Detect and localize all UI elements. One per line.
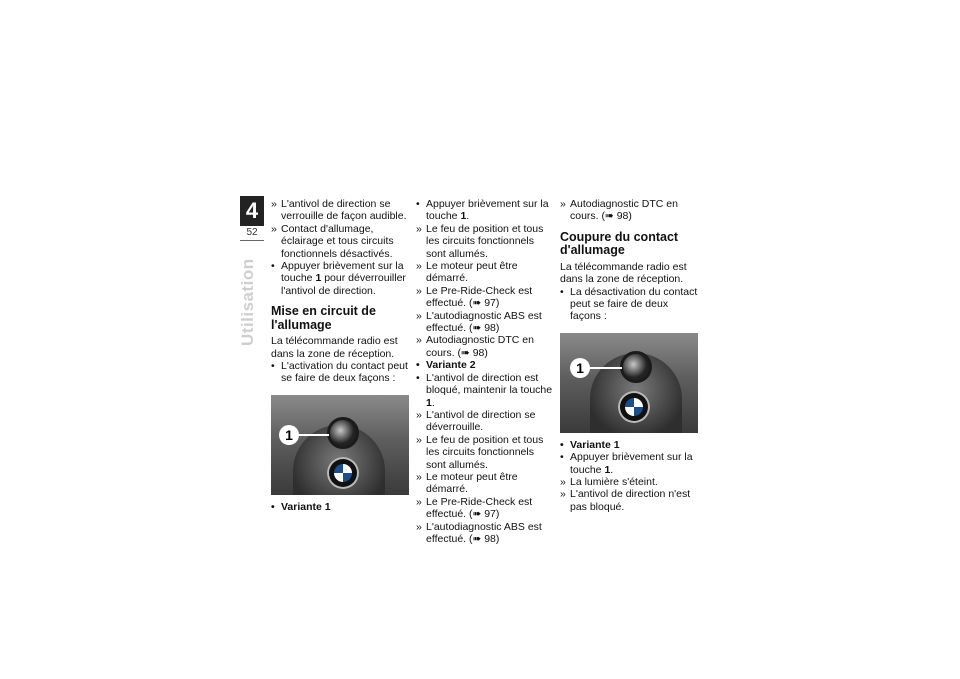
list-item: » Autodiagnostic DTC en cours. (➠ 98)	[416, 334, 534, 359]
list-item: » L'antivol de direction n'est pas bloqué.	[560, 488, 691, 513]
ignition-button-photo	[271, 395, 409, 495]
list-item: » Le feu de position et tous les circuits fonctionnels sont allumés.	[416, 222, 544, 260]
section-heading: Mise en circuit de l'allumage	[271, 304, 376, 332]
column-3	[560, 198, 698, 513]
callout-label: 1	[570, 358, 590, 378]
list-item: » Autodiagnostic DTC en cours. (➠ 98)	[560, 198, 678, 223]
list-item: » Contact d'allumage, éclairage et tous circuits fonctionnels désactivés.	[271, 222, 394, 260]
callout-label: 1	[279, 425, 299, 445]
list-item: » Le Pre-Ride-Check est effectué. (➠ 97)	[416, 284, 533, 310]
section-heading: Coupure du contact d'allumage	[560, 229, 679, 258]
list-item: » L'antivol de direction se déverrouille.	[416, 408, 536, 434]
list-item: » L'autodiagnostic ABS est effectué. (➠ 98)	[416, 309, 542, 335]
list-item: » La lumière s'éteint.	[560, 476, 658, 489]
column-1	[271, 198, 409, 513]
list-item: » L'autodiagnostic ABS est effectué. (➠ 98)	[416, 520, 542, 545]
list-item: » Le moteur peut être démarré.	[416, 260, 518, 285]
list-item: • L'antivol de direction est bloqué, maintenir la touche 1.	[416, 371, 553, 409]
list-item: • La désactivation du contact peut se faire de deux façons :	[560, 285, 698, 323]
variant-label: • Variante 2	[416, 359, 476, 372]
list-item: » Le moteur peut être démarré.	[416, 470, 518, 496]
list-item: • Appuyer brièvement sur la touche 1.	[416, 198, 549, 223]
ignition-button-photo	[560, 333, 698, 433]
list-item: » L'antivol de direction se verrouille de façon audible.	[271, 198, 407, 223]
variant-label: • Variante 1	[271, 500, 331, 513]
list-item: » Le Pre-Ride-Check est effectué. (➠ 97)	[416, 495, 533, 521]
list-item: • L'activation du contact peut se faire de deux façons :	[271, 360, 408, 385]
paragraph: La télécommande radio est dans la zone de réception.	[560, 260, 687, 286]
list-item: • Appuyer brièvement sur la touche 1.	[560, 451, 693, 476]
variant-label: • Variante 1	[560, 438, 620, 451]
page-number: 52	[246, 227, 258, 238]
paragraph: La télécommande radio est dans la zone de réception.	[271, 335, 398, 360]
section-label: Utilisation	[238, 258, 257, 346]
column-2	[416, 198, 554, 545]
list-item: » Le feu de position et tous les circuits fonctionnels sont allumés.	[416, 433, 544, 471]
chapter-marker	[240, 196, 264, 241]
side-divider	[240, 240, 264, 241]
list-item: • Appuyer brièvement sur la touche 1 pour déverrouiller l'antivol de direction.	[271, 260, 406, 297]
chapter-number: 4	[240, 196, 264, 226]
